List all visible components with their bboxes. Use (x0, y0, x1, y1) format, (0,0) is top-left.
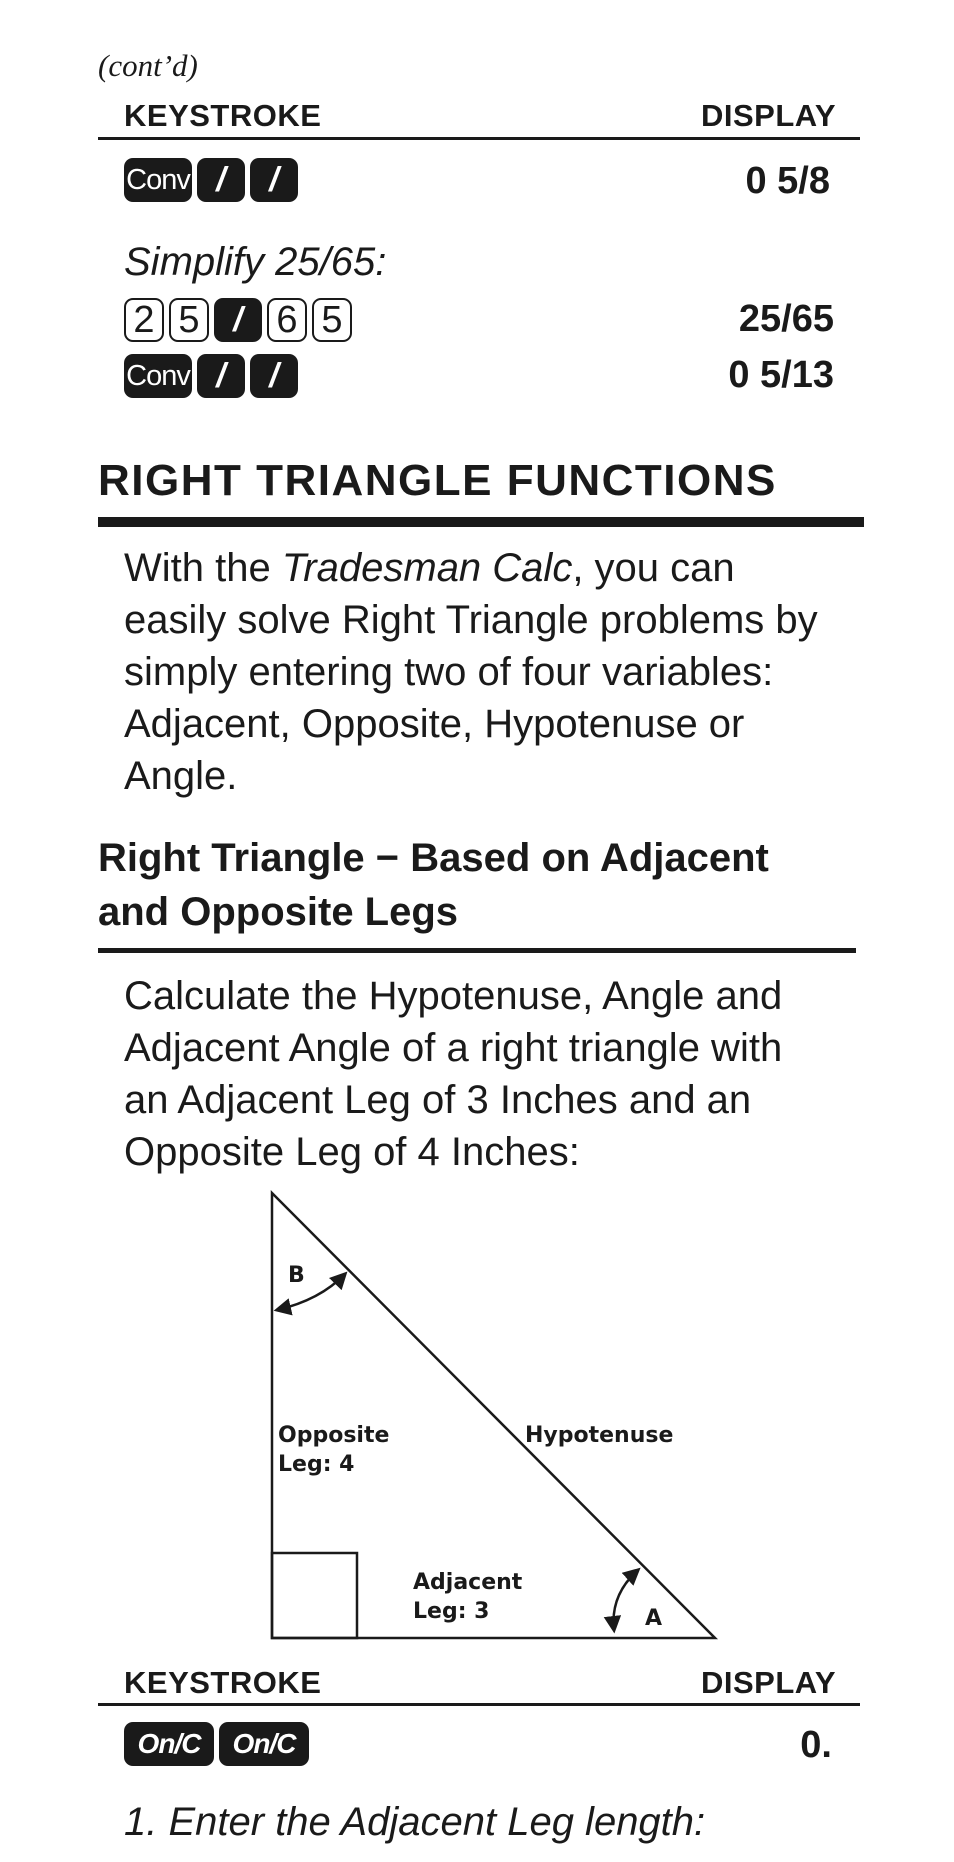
display-value: 0 5/13 (728, 354, 834, 396)
right-angle-marker (272, 1553, 357, 1638)
angle-b-label: B (288, 1263, 305, 1288)
digit-key-5[interactable]: 5 (169, 298, 209, 342)
display-value: 0 5/8 (745, 160, 830, 202)
continued-label: (cont’d) (98, 48, 198, 83)
angle-a-arc (614, 1570, 639, 1630)
problem-text: Opposite Leg of 4 Inches: (124, 1130, 580, 1174)
opposite-leg-label: Opposite (278, 1423, 390, 1448)
intro-text: easily solve Right Triangle problems by (124, 598, 818, 642)
problem-text: an Adjacent Leg of 3 Inches and an (124, 1078, 752, 1122)
display-column-header: DISPLAY (700, 98, 836, 133)
adjacent-leg-value: Leg: 3 (413, 1599, 490, 1624)
header-rule (98, 1703, 860, 1706)
subsection-title-line: Right Triangle − Based on Adjacent (98, 836, 769, 880)
opposite-leg-value: Leg: 4 (278, 1452, 355, 1477)
subsection-title-line: and Opposite Legs (98, 890, 459, 934)
digit-key-6[interactable]: 6 (267, 298, 307, 342)
conv-key[interactable]: Conv (124, 354, 192, 398)
display-column-header: DISPLAY (700, 1665, 836, 1700)
intro-text: , you can (572, 546, 735, 590)
on-clear-key[interactable]: On/C (219, 1722, 309, 1766)
keystroke-column-header: KEYSTROKE (124, 98, 322, 133)
hypotenuse-label: Hypotenuse (525, 1423, 674, 1448)
section-title: RIGHT TRIANGLE FUNCTIONS (98, 456, 777, 505)
display-value: 0. (800, 1724, 832, 1766)
step-instruction: 1. Enter the Adjacent Leg length: (124, 1800, 706, 1844)
fraction-key[interactable]: / (250, 158, 298, 202)
simplify-instruction: Simplify 25/65: (124, 240, 387, 284)
fraction-key[interactable]: / (197, 354, 245, 398)
fraction-key[interactable]: / (250, 354, 298, 398)
problem-text: Calculate the Hypotenuse, Angle and (124, 974, 783, 1018)
display-value: 25/65 (738, 298, 834, 340)
intro-text: simply entering two of four variables: (124, 650, 774, 694)
keystroke-row-onc (124, 1722, 309, 1766)
digit-key-5[interactable]: 5 (312, 298, 352, 342)
problem-text: Adjacent Angle of a right triangle with (124, 1026, 783, 1070)
on-clear-key[interactable]: On/C (124, 1722, 214, 1766)
angle-a-label: A (645, 1606, 663, 1631)
intro-text: Adjacent, Opposite, Hypotenuse or (124, 702, 745, 746)
fraction-key[interactable]: / (197, 158, 245, 202)
conv-key[interactable]: Conv (124, 158, 192, 202)
digit-key-2[interactable]: 2 (124, 298, 164, 342)
product-name: Tradesman Calc (281, 546, 573, 590)
adjacent-leg-label: Adjacent (413, 1570, 523, 1595)
intro-text: With the (124, 546, 282, 590)
keystroke-column-header: KEYSTROKE (124, 1665, 322, 1700)
intro-text: Angle. (124, 754, 238, 798)
fraction-key[interactable]: / (214, 298, 262, 342)
